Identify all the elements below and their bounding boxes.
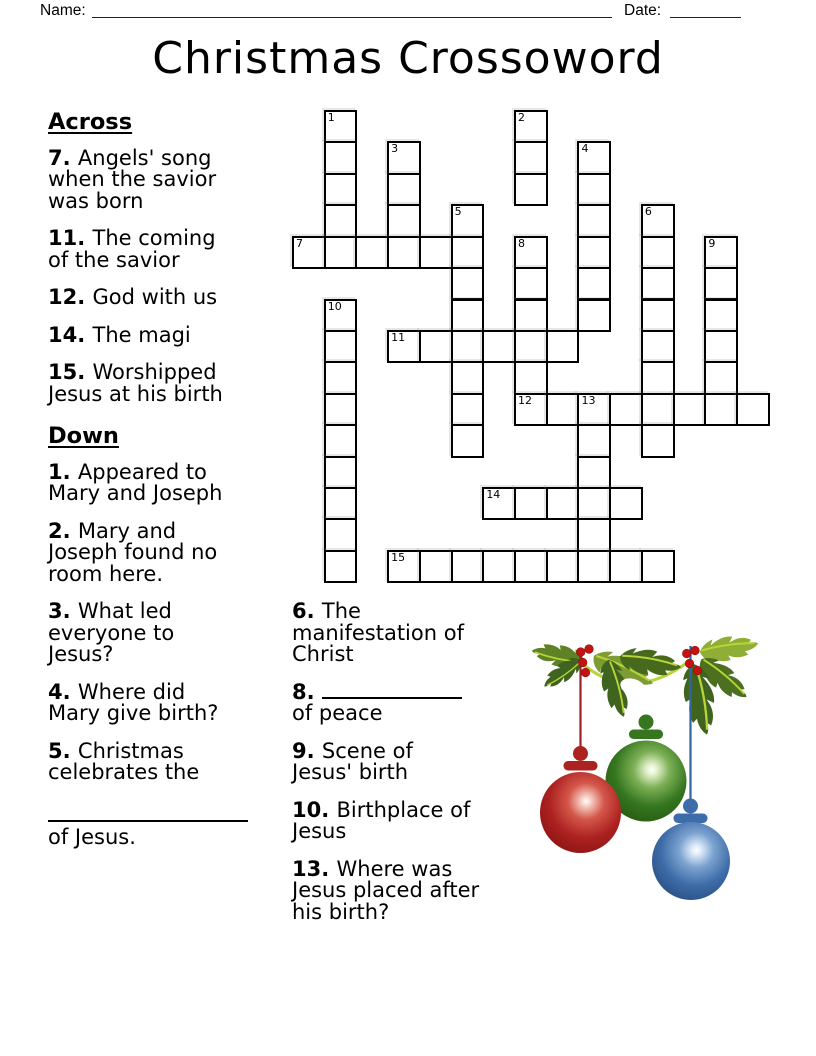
clue-10	[292, 797, 542, 843]
name-label: Name:	[40, 2, 86, 19]
grid-cell[interactable]	[514, 361, 548, 394]
cell-number: 7	[296, 236, 303, 250]
grid-cell[interactable]	[324, 361, 358, 394]
clue-line: everyone to	[48, 620, 175, 645]
grid-cell[interactable]	[546, 330, 580, 363]
grid-cell[interactable]	[324, 173, 358, 206]
clue-line: Jesus placed after	[292, 878, 480, 902]
grid-cell[interactable]	[451, 550, 485, 583]
grid-cell[interactable]	[704, 267, 738, 300]
clue-line: Jesus' birth	[292, 760, 409, 784]
grid-cell[interactable]	[577, 299, 611, 332]
grid-cell[interactable]	[546, 393, 580, 426]
grid-cell[interactable]	[514, 141, 548, 174]
clue-number: 14.	[48, 322, 93, 347]
grid-cell[interactable]	[514, 267, 548, 300]
page-title: Christmas Crossoword	[152, 33, 664, 84]
clue-line: 6. The	[292, 599, 361, 623]
date-label: Date:	[624, 2, 662, 19]
grid-cell[interactable]	[641, 424, 675, 457]
clue-6	[292, 601, 542, 666]
grid-cell[interactable]	[355, 236, 389, 269]
grid-cell[interactable]	[324, 456, 358, 489]
clue-line: 12. God with us	[48, 285, 218, 309]
grid-cell[interactable]	[324, 236, 358, 269]
clue-line: was born	[48, 188, 144, 213]
clue-line	[292, 679, 542, 704]
cell-number: 1	[327, 111, 335, 124]
grid-cell[interactable]	[736, 393, 770, 426]
grid-cell[interactable]	[451, 424, 485, 457]
grid-cell[interactable]	[641, 393, 675, 426]
clue-11	[48, 228, 298, 271]
clue-number: 9.	[292, 738, 322, 763]
clues-left-column	[48, 109, 298, 864]
cell-number: 15	[391, 550, 406, 564]
clue-line: Joseph found no	[48, 540, 218, 564]
grid-cell[interactable]	[451, 267, 485, 300]
clue-line: of peace	[292, 701, 383, 725]
grid-cell[interactable]	[577, 518, 611, 551]
grid-cell[interactable]	[387, 173, 421, 206]
grid-cell[interactable]	[514, 173, 548, 206]
grid-cell[interactable]	[673, 393, 707, 426]
clue-5	[48, 738, 298, 849]
date-blank-line[interactable]	[670, 1, 741, 18]
grid-cell[interactable]	[704, 361, 738, 394]
clue-number: 5.	[48, 738, 78, 763]
clue-8	[292, 679, 542, 725]
grid-cell-12[interactable]	[514, 393, 548, 426]
clue-number: 1.	[48, 459, 78, 484]
fill-in-blank-line[interactable]	[48, 805, 248, 822]
grid-cell-8[interactable]	[514, 236, 548, 269]
cell-number: 2	[518, 111, 526, 124]
grid-cell-11[interactable]	[387, 330, 421, 363]
grid-cell[interactable]	[324, 487, 358, 520]
clue-line: 9. Scene of	[292, 738, 413, 763]
grid-cell[interactable]	[387, 236, 421, 269]
clue-line: 14. The magi	[48, 322, 191, 347]
cell-number: 14	[486, 488, 501, 502]
grid-cell-14[interactable]	[482, 487, 516, 520]
cell-number: 5	[454, 205, 462, 219]
grid-cell[interactable]	[704, 299, 738, 332]
clue-number: 12.	[48, 285, 93, 309]
red-ornament-knob	[573, 746, 588, 761]
grid-cell[interactable]	[324, 204, 358, 237]
clue-9	[292, 738, 542, 784]
blue-ornament-ball	[652, 822, 730, 900]
clue-line: of the savior	[48, 247, 180, 272]
clue-line: room here.	[48, 561, 163, 586]
grid-cell-1[interactable]	[324, 110, 358, 143]
cell-number: 10	[327, 299, 342, 313]
grid-cell[interactable]	[324, 518, 358, 551]
grid-cell[interactable]	[451, 236, 485, 269]
clue-line: 13. Where was	[292, 856, 453, 881]
clue-number: 4.	[48, 679, 78, 704]
grid-cell-15[interactable]	[387, 550, 421, 583]
cell-number: 8	[518, 236, 526, 250]
grid-cell[interactable]	[704, 393, 738, 426]
clue-number: 2.	[48, 518, 78, 543]
clue-2	[48, 518, 298, 586]
grid-cell[interactable]	[451, 299, 485, 332]
across-header: Across	[48, 109, 133, 135]
grid-cell[interactable]	[641, 267, 675, 300]
clue-line: 5. Christmas	[48, 738, 184, 763]
grid-cell[interactable]	[641, 236, 675, 269]
grid-cell[interactable]	[451, 393, 485, 426]
clue-number: 11.	[48, 226, 93, 250]
christmas-ornaments-illustration	[515, 612, 815, 952]
clue-line: Jesus?	[48, 642, 114, 666]
grid-cell[interactable]	[641, 361, 675, 394]
grid-cell[interactable]	[577, 487, 611, 520]
clue-15	[48, 362, 298, 405]
across-clues	[48, 145, 298, 406]
grid-cell[interactable]	[387, 204, 421, 237]
grid-cell[interactable]	[546, 487, 580, 520]
clue-line: 2. Mary and	[48, 518, 177, 543]
grid-cell[interactable]	[641, 299, 675, 332]
clue-4	[48, 679, 298, 725]
grid-cell-2[interactable]	[514, 110, 548, 143]
clue-line: Jesus	[292, 819, 347, 843]
clue-line: 3. What led	[48, 599, 172, 623]
clue-line: Christ	[292, 642, 354, 666]
grid-cell[interactable]	[419, 330, 453, 363]
grid-cell-9[interactable]	[704, 236, 738, 269]
clue-12	[48, 287, 298, 309]
clue-number: 6.	[292, 599, 322, 623]
grid-cell[interactable]	[324, 424, 358, 457]
grid-cell[interactable]	[419, 550, 453, 583]
down-clues	[48, 459, 298, 849]
grid-cell-4[interactable]	[577, 141, 611, 174]
grid-cell[interactable]	[577, 204, 611, 237]
clue-line: celebrates the	[48, 760, 200, 784]
clue-number: 10.	[292, 797, 337, 822]
grid-cell-10[interactable]	[324, 299, 358, 332]
clues-middle-column	[292, 601, 542, 939]
clue-line	[48, 805, 298, 827]
clue-13	[292, 856, 542, 924]
clue-line: 1. Appeared to	[48, 459, 207, 484]
grid-cell[interactable]	[514, 299, 548, 332]
grid-cell[interactable]	[641, 550, 675, 583]
grid-cell[interactable]	[419, 236, 453, 269]
blue-ornament-cap	[674, 814, 708, 824]
clue-1	[48, 459, 298, 505]
down-clues-continued	[292, 601, 542, 923]
clue-3	[48, 601, 298, 666]
grid-cell-6[interactable]	[641, 204, 675, 237]
clue-number: 8.	[292, 679, 322, 704]
grid-cell[interactable]	[451, 361, 485, 394]
grid-cell[interactable]	[609, 487, 643, 520]
grid-cell[interactable]	[577, 173, 611, 206]
green-ornament-cap	[629, 730, 663, 740]
cell-number: 3	[391, 142, 399, 156]
cell-number: 12	[518, 393, 533, 407]
grid-cell[interactable]	[514, 550, 548, 583]
green-ornament-knob	[639, 715, 654, 730]
clue-number: 13.	[292, 856, 337, 881]
cell-number: 11	[391, 330, 406, 344]
clue-line	[48, 784, 298, 806]
grid-cell[interactable]	[609, 550, 643, 583]
clue-14	[48, 322, 298, 347]
clue-line: 10. Birthplace of	[292, 797, 471, 822]
clue-7	[48, 145, 298, 213]
grid-cell[interactable]	[577, 424, 611, 457]
grid-cell[interactable]	[324, 393, 358, 426]
grid-cell[interactable]	[482, 330, 516, 363]
fill-in-blank-line[interactable]	[322, 682, 462, 699]
grid-cell[interactable]	[577, 236, 611, 269]
clue-number: 15.	[48, 360, 93, 384]
grid-cell[interactable]	[324, 141, 358, 174]
grid-cell-5[interactable]	[451, 204, 485, 237]
clue-line: manifestation of	[292, 620, 464, 645]
down-header: Down	[48, 423, 119, 449]
crossword-grid	[292, 110, 772, 586]
cell-number: 13	[581, 393, 596, 407]
clue-line: 15. Worshipped	[48, 360, 217, 384]
grid-cell[interactable]	[577, 267, 611, 300]
clue-line: Jesus at his birth	[48, 381, 223, 406]
grid-cell[interactable]	[514, 487, 548, 520]
grid-cell[interactable]	[482, 550, 516, 583]
clue-line: Mary and Joseph	[48, 481, 223, 505]
clue-line: Mary give birth?	[48, 701, 219, 725]
grid-cell[interactable]	[514, 330, 548, 363]
clue-number: 3.	[48, 599, 78, 623]
grid-cell[interactable]	[324, 550, 358, 583]
clue-line: his birth?	[292, 899, 390, 924]
grid-cell[interactable]	[577, 456, 611, 489]
grid-cell-3[interactable]	[387, 141, 421, 174]
cell-number: 9	[708, 236, 716, 250]
grid-cell[interactable]	[704, 330, 738, 363]
grid-cell[interactable]	[451, 330, 485, 363]
clue-number: 7.	[48, 145, 78, 170]
cell-number: 6	[644, 205, 652, 219]
cell-number: 4	[581, 142, 589, 156]
red-ornament	[540, 746, 621, 853]
clue-line: of Jesus.	[48, 824, 136, 849]
red-ornament-cap	[564, 761, 598, 771]
grid-cell[interactable]	[641, 330, 675, 363]
name-blank-line[interactable]	[92, 1, 612, 18]
red-ornament-ball	[540, 772, 621, 853]
clue-line: 7. Angels' song	[48, 145, 212, 170]
grid-cell[interactable]	[324, 330, 358, 363]
grid-cell-13[interactable]	[577, 393, 611, 426]
blue-ornament-knob	[683, 799, 698, 814]
grid-cell[interactable]	[609, 393, 643, 426]
grid-cell[interactable]	[577, 550, 611, 583]
clue-line: 11. The coming	[48, 226, 216, 250]
clue-line: when the savior	[48, 167, 217, 191]
clue-line: 4. Where did	[48, 679, 186, 704]
grid-cell[interactable]	[546, 550, 580, 583]
